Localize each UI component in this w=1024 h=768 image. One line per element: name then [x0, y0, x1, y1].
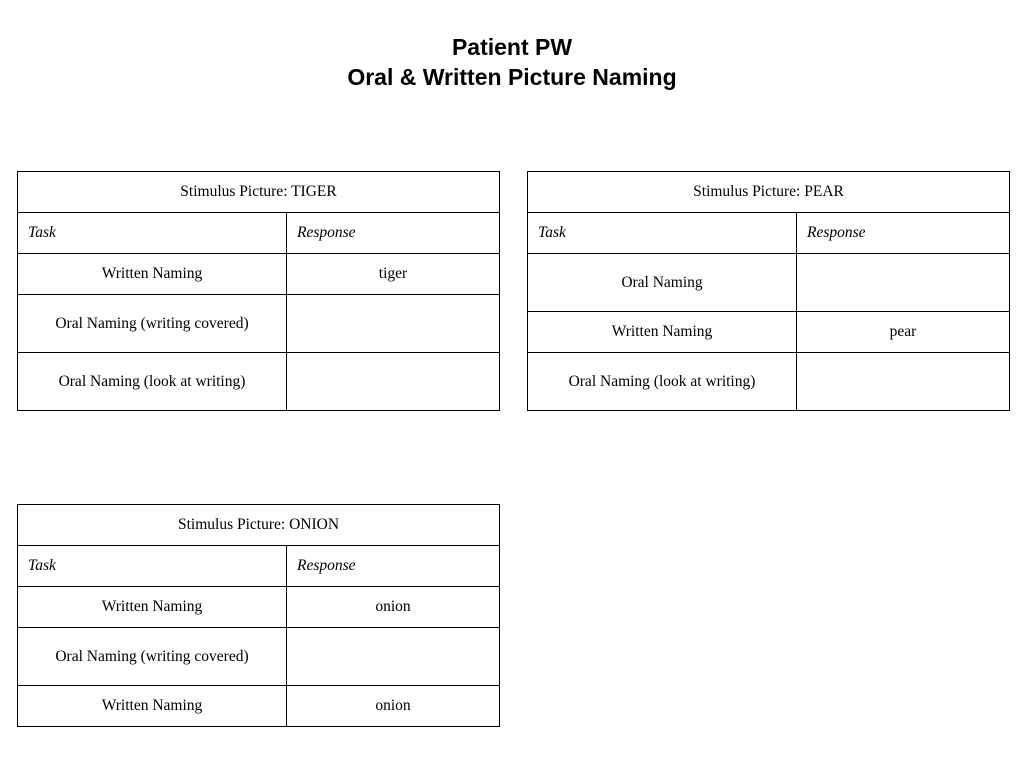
stimulus-label: Stimulus Picture: ONION: [18, 505, 500, 546]
response-cell: pear: [797, 312, 1010, 353]
response-cell: tiger: [287, 254, 500, 295]
header-row: [18, 213, 500, 254]
response-header: Response: [287, 546, 500, 587]
table-row: [528, 353, 1010, 411]
task-cell: Written Naming: [528, 312, 797, 353]
table-row: [18, 353, 500, 411]
header-row: [18, 546, 500, 587]
table-row: [18, 254, 500, 295]
table-row: [18, 628, 500, 686]
response-cell: [287, 353, 500, 411]
stimulus-table-pear: [527, 171, 1010, 411]
response-header: Response: [797, 213, 1010, 254]
task-cell: Oral Naming (look at writing): [528, 353, 797, 411]
response-cell: onion: [287, 587, 500, 628]
stimulus-label: Stimulus Picture: TIGER: [18, 172, 500, 213]
table-row: [528, 312, 1010, 353]
table-row: [18, 295, 500, 353]
response-cell: [797, 353, 1010, 411]
table-row: [528, 254, 1010, 312]
table-row: [18, 686, 500, 727]
task-cell: Written Naming: [18, 254, 287, 295]
response-cell: [797, 254, 1010, 312]
stimulus-table-onion: [17, 504, 500, 727]
stimulus-row: [528, 172, 1010, 213]
stimulus-table-tiger: [17, 171, 500, 411]
response-cell: onion: [287, 686, 500, 727]
task-header: Task: [528, 213, 797, 254]
page-title: Patient PW: [451, 34, 573, 60]
table-row: [18, 587, 500, 628]
task-header: Task: [18, 213, 287, 254]
page-subtitle: Oral & Written Picture Naming: [347, 64, 677, 90]
response-header: Response: [287, 213, 500, 254]
header-row: [528, 213, 1010, 254]
stimulus-row: [18, 172, 500, 213]
stimulus-row: [18, 505, 500, 546]
task-cell: Written Naming: [18, 686, 287, 727]
task-cell: Oral Naming (look at writing): [18, 353, 287, 411]
task-cell: Oral Naming (writing covered): [18, 628, 287, 686]
task-cell: Oral Naming: [528, 254, 797, 312]
stimulus-label: Stimulus Picture: PEAR: [528, 172, 1010, 213]
task-header: Task: [18, 546, 287, 587]
response-cell: [287, 628, 500, 686]
task-cell: Oral Naming (writing covered): [18, 295, 287, 353]
task-cell: Written Naming: [18, 587, 287, 628]
response-cell: [287, 295, 500, 353]
